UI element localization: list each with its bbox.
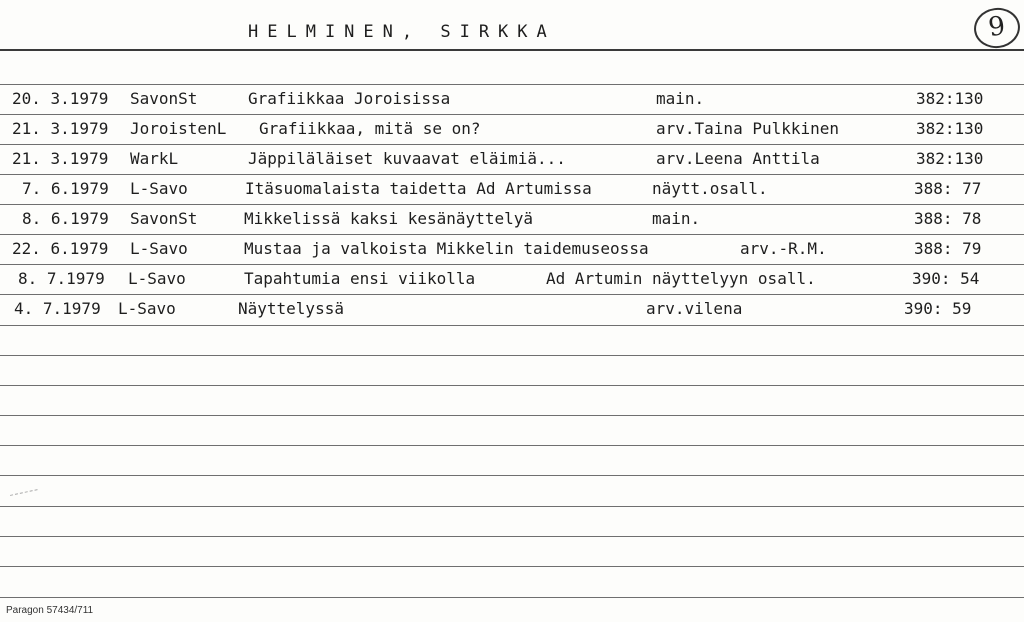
entry-row: [0, 269, 1024, 299]
ruled-line: [0, 566, 1024, 567]
entry-source: JoroistenL: [130, 119, 227, 138]
entry-row: [0, 119, 1024, 149]
entry-row: [0, 299, 1024, 329]
ruled-line: [0, 536, 1024, 537]
entry-title: Jäppiläläiset kuvaavat eläimiä...: [248, 149, 566, 168]
entry-date: 22. 6.1979: [12, 239, 109, 258]
entry-note: arv.-R.M.: [740, 239, 827, 258]
ruled-line: [0, 355, 1024, 356]
pencil-mark: [10, 489, 38, 498]
entry-source: L-Savo: [118, 299, 176, 318]
entry-ref: 390: 59: [904, 299, 972, 318]
entry-date: 8. 6.1979: [22, 209, 109, 228]
entry-row: [0, 239, 1024, 269]
entry-source: SavonSt: [130, 209, 198, 228]
entry-source: L-Savo: [130, 239, 188, 258]
entry-note: arv.Taina Pulkkinen: [656, 119, 840, 138]
entry-row: [0, 89, 1024, 119]
entry-note: arv.Leena Anttila: [656, 149, 820, 168]
card-title: HELMINEN, SIRKKA: [248, 22, 556, 42]
entry-ref: 382:130: [916, 149, 984, 168]
ruled-line: [0, 597, 1024, 598]
entry-ref: 388: 79: [914, 239, 982, 258]
entry-ref: 382:130: [916, 89, 984, 108]
entry-row: [0, 209, 1024, 239]
ruled-line: [0, 475, 1024, 476]
ruled-line: [0, 415, 1024, 416]
entry-row: [0, 149, 1024, 179]
entry-title: Grafiikkaa, mitä se on?: [259, 119, 481, 138]
entry-source: SavonSt: [130, 89, 198, 108]
card-number: 9: [971, 5, 1022, 51]
entry-source: WarkL: [130, 149, 179, 168]
entry-note: arv.vilena: [646, 299, 743, 318]
ruled-line: [0, 506, 1024, 507]
entry-note: Ad Artumin näyttelyyn osall.: [546, 269, 816, 288]
entry-date: 7. 6.1979: [22, 179, 109, 198]
entry-ref: 388: 77: [914, 179, 982, 198]
entry-date: 4. 7.1979: [14, 299, 101, 318]
ruled-line: [0, 84, 1024, 85]
entry-title: Itäsuomalaista taidetta Ad Artumissa: [245, 179, 592, 198]
ruled-line: [0, 385, 1024, 386]
entry-title: Tapahtumia ensi viikolla: [244, 269, 476, 288]
header-rule: [0, 49, 1024, 51]
entry-date: 21. 3.1979: [12, 119, 109, 138]
entry-note: main.: [652, 209, 701, 228]
entry-title: Mustaa ja valkoista Mikkelin taidemuseossa: [244, 239, 649, 258]
entry-date: 21. 3.1979: [12, 149, 109, 168]
entry-note: main.: [656, 89, 705, 108]
entry-date: 20. 3.1979: [12, 89, 109, 108]
entry-title: Mikkelissä kaksi kesänäyttelyä: [244, 209, 533, 228]
ruled-line: [0, 445, 1024, 446]
entry-note: näytt.osall.: [652, 179, 768, 198]
entry-source: L-Savo: [130, 179, 188, 198]
entry-ref: 388: 78: [914, 209, 982, 228]
entry-ref: 390: 54: [912, 269, 980, 288]
card-footer: Paragon 57434/711: [6, 605, 94, 616]
entry-ref: 382:130: [916, 119, 984, 138]
entry-title: Näyttelyssä: [238, 299, 344, 318]
entry-source: L-Savo: [128, 269, 186, 288]
entry-date: 8. 7.1979: [18, 269, 105, 288]
entry-row: [0, 179, 1024, 209]
entry-title: Grafiikkaa Joroisissa: [248, 89, 451, 108]
